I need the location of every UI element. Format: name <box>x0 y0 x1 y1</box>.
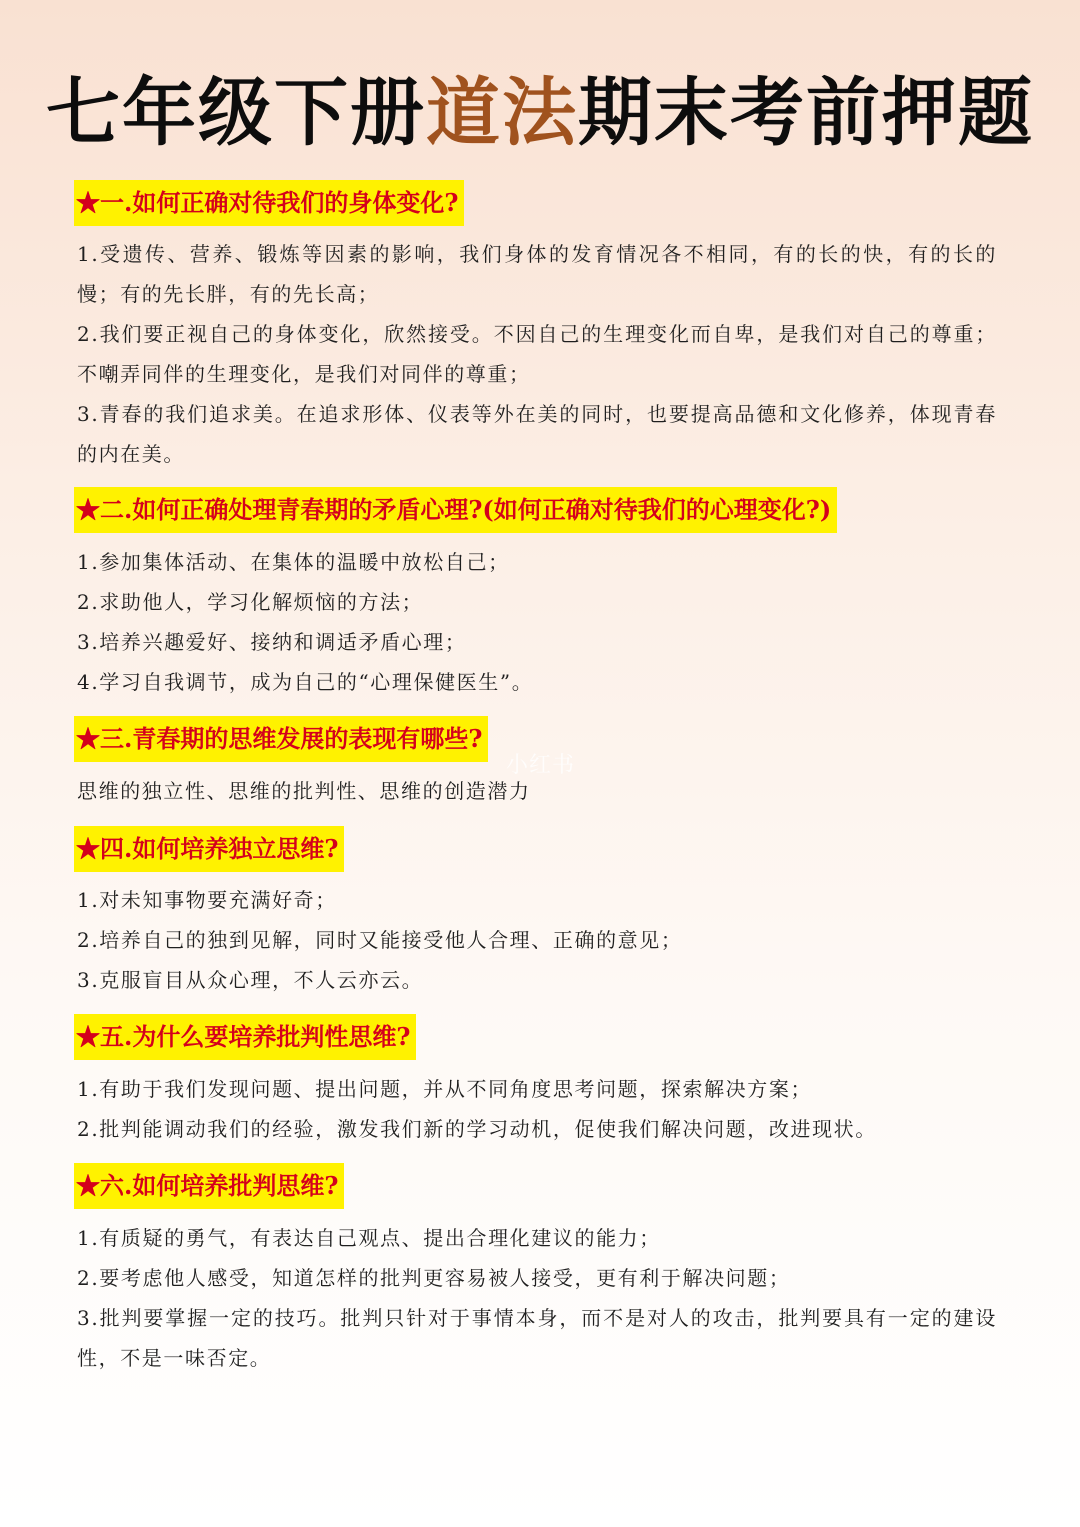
section-2-heading-text: 二.如何正确处理青春期的矛盾心理?(如何正确对待我们的心理变化?) <box>100 495 832 524</box>
section-2-item-1: 1.参加集体活动、在集体的温暖中放松自己； <box>77 550 510 574</box>
title-part-1: 七年级下册 <box>46 70 426 156</box>
section-4-item-2: 2.培养自己的独到见解，同时又能接受他人合理、正确的意见； <box>77 928 683 952</box>
section-3-item-1: 思维的独立性、思维的批判性、思维的创造潜力 <box>77 779 531 803</box>
section-2-item-2: 2.求助他人，学习化解烦恼的方法； <box>77 590 424 614</box>
section-6-item-3: 3.批判要掌握一定的技巧。批判只针对于事情本身，而不是对人的攻击，批判要具有一定的建设性，不是一味否定。 <box>77 1306 997 1370</box>
star-icon: ★ <box>76 495 100 524</box>
section-1-item-3: 3.青春的我们追求美。在追求形体、仪表等外在美的同时，也要提高品德和文化修养，体现青春的内在美。 <box>77 402 997 466</box>
section-1-heading <box>74 180 464 226</box>
section-6-heading-text: 六.如何培养批判思维? <box>100 1171 339 1200</box>
section-6-heading <box>74 1163 344 1209</box>
section-4-item-3: 3.克服盲目从众心理，不人云亦云。 <box>77 968 424 992</box>
star-icon: ★ <box>76 1022 100 1051</box>
section-5-heading <box>74 1014 416 1060</box>
title-part-2: 期末考前押题 <box>578 70 1034 156</box>
section-4-heading <box>74 826 344 872</box>
section-6-item-2: 2.要考虑他人感受，知道怎样的批判更容易被人接受，更有利于解决问题； <box>77 1266 791 1290</box>
section-2-heading <box>74 487 837 533</box>
section-2-item-4: 4.学习自我调节，成为自己的“心理保健医生”。 <box>77 670 534 694</box>
section-6-item-1: 1.有质疑的勇气，有表达自己观点、提出合理化建议的能力； <box>77 1226 661 1250</box>
page-title <box>0 68 1080 158</box>
section-3-heading-text: 三.青春期的思维发展的表现有哪些? <box>100 724 483 753</box>
section-1-item-1: 1.受遗传、营养、锻炼等因素的影响，我们身体的发育情况各不相同，有的长的快，有的长的慢；有的先长胖，有的先长高； <box>77 242 997 306</box>
section-5-item-1: 1.有助于我们发现问题、提出问题，并从不同角度思考问题，探索解决方案； <box>77 1077 813 1101</box>
star-icon: ★ <box>76 1171 100 1200</box>
section-3-heading <box>74 716 488 762</box>
section-1-item-2: 2.我们要正视自己的身体变化，欣然接受。不因自己的生理变化而自卑，是我们对自己的尊重；不嘲弄同伴的生理变化，是我们对同伴的尊重； <box>77 322 997 386</box>
star-icon: ★ <box>76 724 100 753</box>
title-accent: 道法 <box>426 70 578 156</box>
section-5-heading-text: 五.为什么要培养批判性思维? <box>100 1022 411 1051</box>
section-5-item-2: 2.批判能调动我们的经验，激发我们新的学习动机，促使我们解决问题，改进现状。 <box>77 1117 877 1141</box>
section-1-heading-text: 一.如何正确对待我们的身体变化? <box>100 188 459 217</box>
watermark: 小红书 <box>506 753 576 778</box>
section-4-heading-text: 四.如何培养独立思维? <box>100 834 339 863</box>
star-icon: ★ <box>76 834 100 863</box>
section-2-item-3: 3.培养兴趣爱好、接纳和调适矛盾心理； <box>77 630 467 654</box>
section-4-item-1: 1.对未知事物要充满好奇； <box>77 888 337 912</box>
star-icon: ★ <box>76 188 100 217</box>
